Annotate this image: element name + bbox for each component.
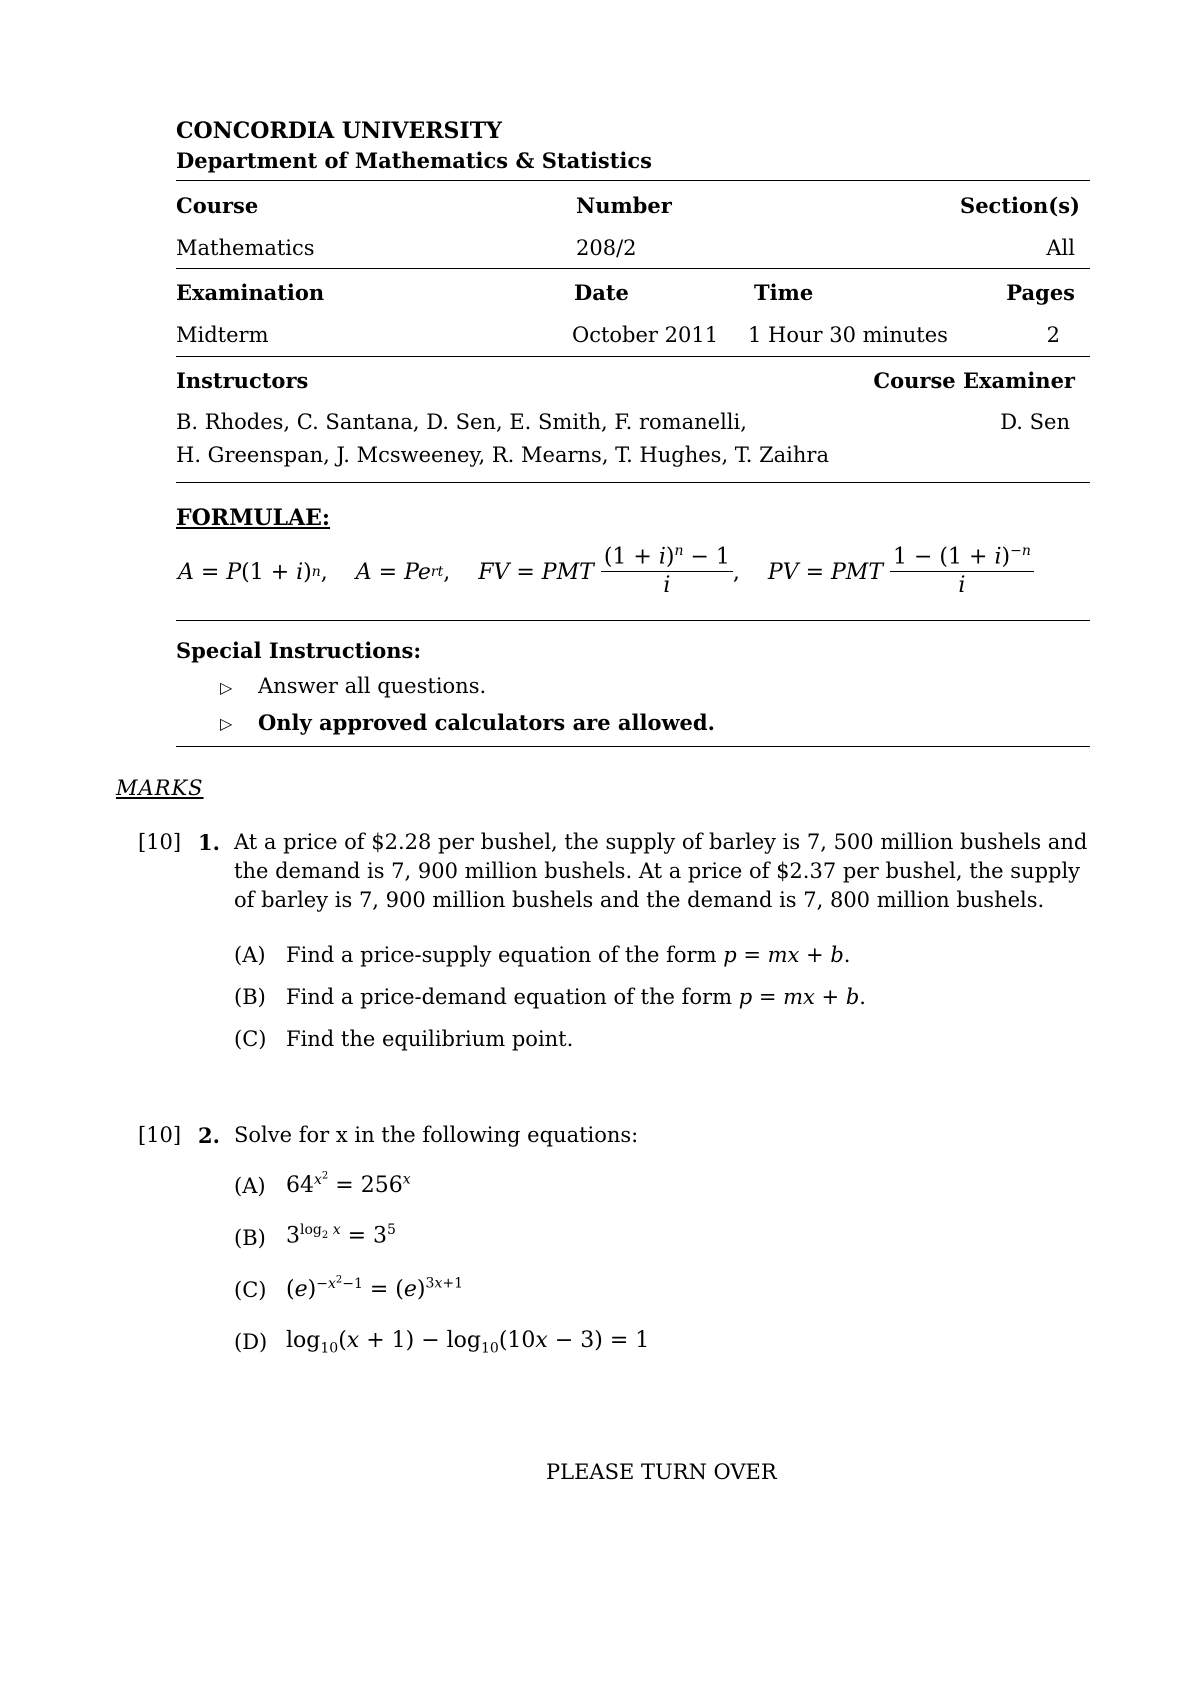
sections-value: All xyxy=(1046,236,1075,260)
question-2-equation-d: $\log_{10}(x + 1) - \log_{10}(10x - 3) = 1$ xyxy=(286,1328,650,1357)
question-1-text-line-3: of barley is 7, 900 million bushels and the demand is 7, 800 million bushels. xyxy=(234,888,1045,912)
question-1-part-b: Find a price-demand equation of the form p = mx + b. xyxy=(286,985,866,1009)
instruction-item-bold: Only approved calculators are allowed. xyxy=(258,710,715,735)
date-value: October 2011 xyxy=(572,323,719,347)
question-2-equation-c: $(e)^{-x^2-1} = (e)^{3x+1}$ xyxy=(286,1274,463,1302)
time-label: Time xyxy=(754,280,814,305)
question-2-part-label: (A) xyxy=(234,1174,266,1198)
date-label: Date xyxy=(574,280,629,305)
examiner-label: Course Examiner xyxy=(873,368,1075,393)
question-2-marks: [10] xyxy=(138,1123,182,1147)
question-2-equation-a: $64^{x^2} = 256^x$ xyxy=(286,1170,411,1198)
question-1-part-label: (C) xyxy=(234,1027,267,1051)
instructors-line-1: B. Rhodes, C. Santana, D. Sen, E. Smith, F. romanelli, xyxy=(176,410,747,434)
divider xyxy=(176,746,1090,747)
department-name: Department of Mathematics & Statistics xyxy=(176,148,652,173)
question-1-part-a: Find a price-supply equation of the form p = mx + b. xyxy=(286,943,851,967)
marks-label: MARKS xyxy=(116,776,204,800)
part-text: Find a price-supply equation of the form xyxy=(286,943,717,967)
divider xyxy=(176,482,1090,483)
divider xyxy=(176,268,1090,269)
question-1-part-label: (A) xyxy=(234,943,266,967)
divider xyxy=(176,356,1090,357)
time-value: 1 Hour 30 minutes xyxy=(748,323,948,347)
please-turn-over: PLEASE TURN OVER xyxy=(546,1460,777,1484)
question-2-part-label: (D) xyxy=(234,1330,268,1354)
divider xyxy=(176,180,1090,181)
question-2-text: Solve for x in the following equations: xyxy=(234,1123,639,1147)
question-2-part-label: (C) xyxy=(234,1278,267,1302)
question-1-part-c: Find the equilibrium point. xyxy=(286,1027,574,1051)
examiner-value: D. Sen xyxy=(1000,410,1070,434)
examination-label: Examination xyxy=(176,280,325,305)
divider xyxy=(176,620,1090,621)
course-label: Course xyxy=(176,193,259,218)
question-2-equation-b: $3^{log_2 x} = 3^5$ xyxy=(286,1222,396,1249)
instructors-line-2: H. Greenspan, J. Mcsweeney, R. Mearns, T. Hughes, T. Zaihra xyxy=(176,443,829,467)
question-1-text-line-1: At a price of $2.28 per bushel, the supply of barley is 7, 500 million bushels and xyxy=(234,830,1088,854)
question-2-part-label: (B) xyxy=(234,1226,266,1250)
bullet-triangle-icon: ▷ xyxy=(220,678,233,697)
pages-label: Pages xyxy=(1006,280,1075,305)
part-text: Find a price-demand equation of the form xyxy=(286,985,732,1009)
course-value: Mathematics xyxy=(176,236,315,260)
pages-value: 2 xyxy=(1046,323,1060,347)
question-1-text-line-2: the demand is 7, 900 million bushels. At a price of $2.37 per bushel, the supply xyxy=(234,859,1081,883)
question-1-number: 1. xyxy=(198,830,220,855)
instruction-item: Answer all questions. xyxy=(258,674,487,698)
instructors-label: Instructors xyxy=(176,368,309,393)
question-1-marks: [10] xyxy=(138,830,182,854)
special-instructions-heading: Special Instructions: xyxy=(176,638,422,663)
number-label: Number xyxy=(576,193,672,218)
bullet-triangle-icon: ▷ xyxy=(220,714,233,733)
formulae-line: A = P (1 + i ) n , A = Pe rt , FV = PMT $\frac{(1 + i)^n - 1}{i}$ , PV = PMT $\frac{1 - (1 + i)^{-n}}{i}$ xyxy=(178,540,1034,604)
question-2-number: 2. xyxy=(198,1123,220,1148)
question-1-part-label: (B) xyxy=(234,985,266,1009)
number-value: 208/2 xyxy=(576,236,637,260)
examination-value: Midterm xyxy=(176,323,269,347)
sections-label: Section(s) xyxy=(960,193,1080,218)
university-name: CONCORDIA UNIVERSITY xyxy=(176,118,502,144)
formulae-heading: FORMULAE: xyxy=(176,505,331,531)
